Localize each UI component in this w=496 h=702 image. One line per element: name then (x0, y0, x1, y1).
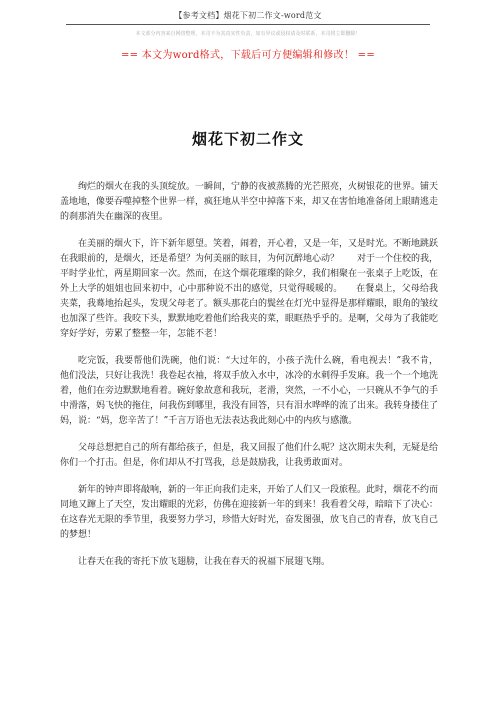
paragraph: 新年的钟声即将敲响，新的一年正向我们走来，开始了人们又一段旅程。此时，烟花不约而同地又蹿上了天空，发出耀眼的光彩，仿佛在迎接新一年的到来！我看着父母，暗暗下了决心：在这春光无限的季节里，我要努力学习，珍惜大好时光，奋发图强，放飞自己的青春，放飞自己的梦想！ (60, 485, 439, 540)
document-body (60, 180, 438, 582)
page-header-title: 【参考文档】烟花下初二作文-word范文 (174, 11, 322, 20)
paragraph: 让春天在我的寄托下放飞翅膀，让我在春天的祝福下展翅飞翔。 (78, 557, 331, 567)
paragraph: 绚烂的烟火在我的头顶绽放。一瞬间，宁静的夜被蒸腾的光芒照亮，火树银花的世界。铺天盖地地，像要吞噬掉整个世界一样，疯狂地从半空中掉落下来，却又在害怕地准备闭上眼睛逃走的刹那消失在幽深的夜里。 (60, 182, 439, 222)
word-format-banner: == 本文为word格式，下载后可方便编辑和修改！ == (120, 50, 376, 61)
paragraph: 吃完饭，我要帮他们洗碗，他们说：“大过年的，小孩子洗什么碗，看电视去！”我不肯，他们没法，只好让我洗！我卷起衣袖，将双手放入水中，冰冷的水刺得手发麻。我一个一个地洗着，他们在旁边默默地看着。碗好象故意和我玩，老滑，突然，一不小心，一只碗从不争气的手中滑落，妈飞快的拖住，问我伤到哪里，我没有回答，只有泪水哗哗的流了出来。我转身搂住了妈，说：“妈，您辛苦了！”千言万语也无法表达我此刻心中的内疚与感激。 (60, 356, 439, 426)
document-title: 烟花下初二作文 (191, 130, 304, 148)
header-divider (66, 24, 430, 25)
paragraph: 父母总想把自己的所有都给孩子，但是，我又回报了他们什么呢？这次期末失利，无疑是给你们一个打击。但是，你们却从不打骂我，总是鼓励我，让我勇敢面对。 (60, 443, 439, 468)
paragraph: 在美丽的烟火下，许下新年愿望。笑着，闹着，开心着，又是一年，又是时光。不断地跳跃在我眼前的，是烟火，还是希望？为何美丽的眩目，为何沉醉地心动？ 对于一个住校的我，平时学业忙，两星期回家一次。然而，在这个烟花璀璨的除夕，我们相聚在一张桌子上吃饭，在外上大学的姐姐也回来初中，心中那种说不出的感觉，只觉得暖暖的。 在餐桌上，父母给我夹菜，我蓦地抬起头，发现父母老了。额头那花白的鬓丝在灯光中显得是那样耀眼，眼角的皱纹也加深了些许。我咬下头，默默地吃着他们给我夹的菜，眼眶热乎乎的。是啊，父母为了我能吃穿好学好，劳累了整整一年，怎能不老！ (60, 239, 439, 339)
copyright-notice: 本文部分内容来自网络整理，本司不为其真实性负责，如有异议或侵权请及时联系，本司将立即删除！ (135, 31, 361, 37)
